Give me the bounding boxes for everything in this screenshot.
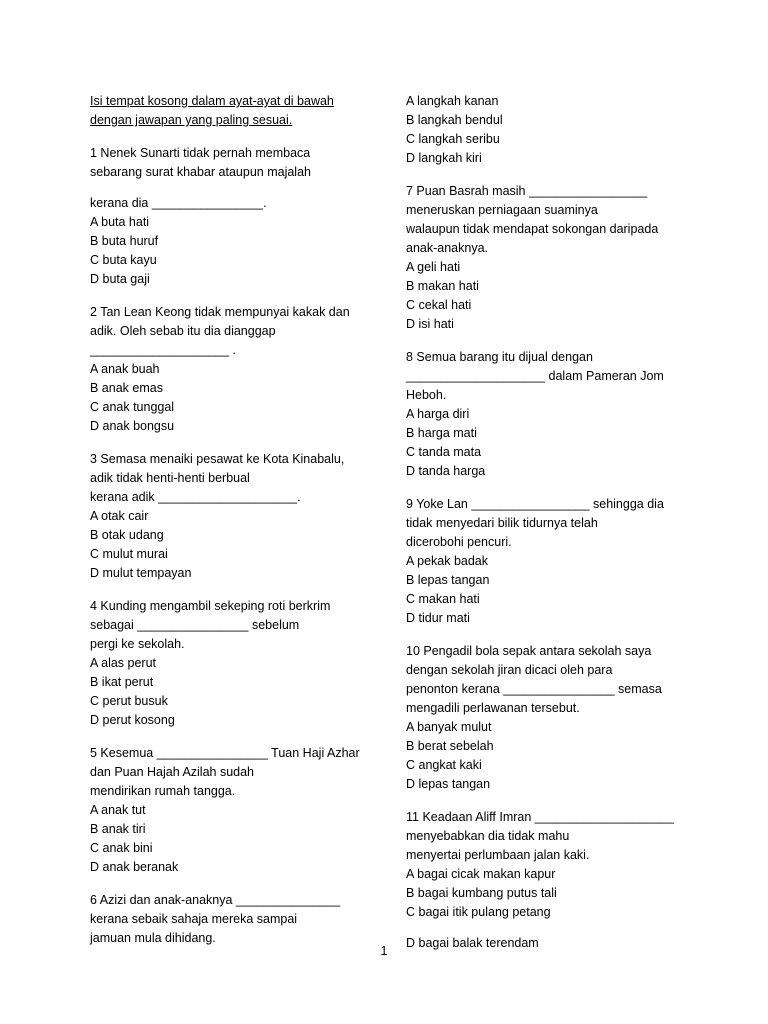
option-a: A pekak badak — [406, 554, 489, 568]
question-2 — [90, 303, 360, 436]
question-text: sebarang surat khabar ataupun majalah — [90, 165, 311, 179]
question-text: 10 Pengadil bola sepak antara sekolah saya — [406, 644, 652, 658]
option-a: A anak buah — [90, 362, 160, 376]
option-d: D anak beranak — [90, 860, 179, 874]
option-d: D langkah kiri — [406, 151, 482, 165]
option-b: B ikat perut — [90, 675, 154, 689]
question-text: 5 Kesemua ________________ Tuan Haji Azhar — [90, 746, 360, 760]
question-text: adik. Oleh sebab itu dia dianggap — [90, 324, 276, 338]
question-text: 11 Keadaan Aliff Imran ____________________ — [406, 810, 674, 824]
page-number: 1 — [380, 944, 388, 958]
option-b: B buta huruf — [90, 234, 159, 248]
question-9 — [406, 495, 696, 628]
option-b: B anak tiri — [90, 822, 146, 836]
option-c: C cekal hati — [406, 298, 472, 312]
option-d: D lepas tangan — [406, 777, 491, 791]
right-column — [406, 92, 696, 967]
question-text: 4 Kunding mengambil sekeping roti berkrim — [90, 599, 331, 613]
question-text: ____________________ dalam Pameran Jom — [406, 369, 664, 383]
question-text: dicerobohi pencuri. — [406, 535, 512, 549]
question-text: anak-anaknya. — [406, 241, 489, 255]
question-1 — [90, 144, 360, 289]
option-a: A anak tut — [90, 803, 146, 817]
option-a: A banyak mulut — [406, 720, 492, 734]
option-a: A langkah kanan — [406, 94, 499, 108]
question-text: tidak menyedari bilik tidurnya telah — [406, 516, 598, 530]
option-c: C bagai itik pulang petang — [406, 905, 551, 919]
option-b: B berat sebelah — [406, 739, 494, 753]
question-4 — [90, 597, 360, 730]
option-a: A harga diri — [406, 407, 470, 421]
question-text: Heboh. — [406, 388, 447, 402]
option-d: D anak bongsu — [90, 419, 175, 433]
option-a: A alas perut — [90, 656, 157, 670]
question-text: menyertai perlumbaan jalan kaki. — [406, 848, 590, 862]
question-text: pergi ke sekolah. — [90, 637, 185, 651]
question-text: ____________________ . — [90, 343, 236, 357]
question-text: 2 Tan Lean Keong tidak mempunyai kakak dan — [90, 305, 350, 319]
question-text: sebagai ________________ sebelum — [90, 618, 300, 632]
option-c: C anak bini — [90, 841, 153, 855]
question-text: kerana dia ________________. — [90, 196, 267, 210]
question-6 — [90, 891, 360, 948]
question-text: mengadili perlawanan tersebut. — [406, 701, 580, 715]
option-b: B harga mati — [406, 426, 477, 440]
option-b: B makan hati — [406, 279, 479, 293]
question-text: dengan sekolah jiran dicaci oleh para — [406, 663, 613, 677]
question-text: 6 Azizi dan anak-anaknya _______________ — [90, 893, 341, 907]
option-b: B bagai kumbang putus tali — [406, 886, 557, 900]
question-text: kerana sebaik sahaja mereka sampai — [90, 912, 298, 926]
question-text: mendirikan rumah tangga. — [90, 784, 236, 798]
option-a: A otak cair — [90, 509, 149, 523]
question-text: penonton kerana ________________ semasa — [406, 682, 662, 696]
option-c: C langkah seribu — [406, 132, 500, 146]
question-6-options — [406, 92, 696, 168]
question-text: walaupun tidak mendapat sokongan daripada — [406, 222, 659, 236]
option-d: D mulut tempayan — [90, 566, 192, 580]
question-7 — [406, 182, 696, 334]
option-c: C makan hati — [406, 592, 480, 606]
option-c: C perut busuk — [90, 694, 168, 708]
option-c: C anak tunggal — [90, 400, 175, 414]
option-c: C mulut murai — [90, 547, 168, 561]
option-c: C buta kayu — [90, 253, 157, 267]
question-text: dan Puan Hajah Azilah sudah — [90, 765, 255, 779]
question-text: 9 Yoke Lan _________________ sehingga dia — [406, 497, 664, 511]
question-text: kerana adik ____________________. — [90, 490, 301, 504]
option-b: B anak emas — [90, 381, 163, 395]
question-11 — [406, 808, 696, 953]
instruction-line: Isi tempat kosong dalam ayat-ayat di bawah — [90, 94, 334, 108]
option-d: D tidur mati — [406, 611, 470, 625]
option-a: A bagai cicak makan kapur — [406, 867, 556, 881]
option-d: D buta gaji — [90, 272, 150, 286]
instruction-line: dengan jawapan yang paling sesuai. — [90, 113, 293, 127]
question-text: menyebabkan dia tidak mahu — [406, 829, 570, 843]
question-text: 1 Nenek Sunarti tidak pernah membaca — [90, 146, 311, 160]
option-d: D isi hati — [406, 317, 454, 331]
option-b: B otak udang — [90, 528, 164, 542]
question-3 — [90, 450, 360, 583]
option-b: B langkah bendul — [406, 113, 503, 127]
instruction-heading — [90, 92, 360, 130]
question-text: 3 Semasa menaiki pesawat ke Kota Kinabalu, — [90, 452, 345, 466]
option-d: D perut kosong — [90, 713, 175, 727]
question-text: 8 Semua barang itu dijual dengan — [406, 350, 593, 364]
left-column — [90, 92, 360, 962]
question-8 — [406, 348, 696, 481]
question-10 — [406, 642, 696, 794]
option-c: C angkat kaki — [406, 758, 482, 772]
option-b: B lepas tangan — [406, 573, 490, 587]
option-c: C tanda mata — [406, 445, 482, 459]
question-text: 7 Puan Basrah masih _________________ — [406, 184, 648, 198]
question-5 — [90, 744, 360, 877]
question-text: adik tidak henti-henti berbual — [90, 471, 250, 485]
option-a: A buta hati — [90, 215, 150, 229]
question-text: jamuan mula dihidang. — [90, 931, 216, 945]
question-text: meneruskan perniagaan suaminya — [406, 203, 598, 217]
option-d: D bagai balak terendam — [406, 936, 539, 950]
option-d: D tanda harga — [406, 464, 486, 478]
option-a: A geli hati — [406, 260, 461, 274]
